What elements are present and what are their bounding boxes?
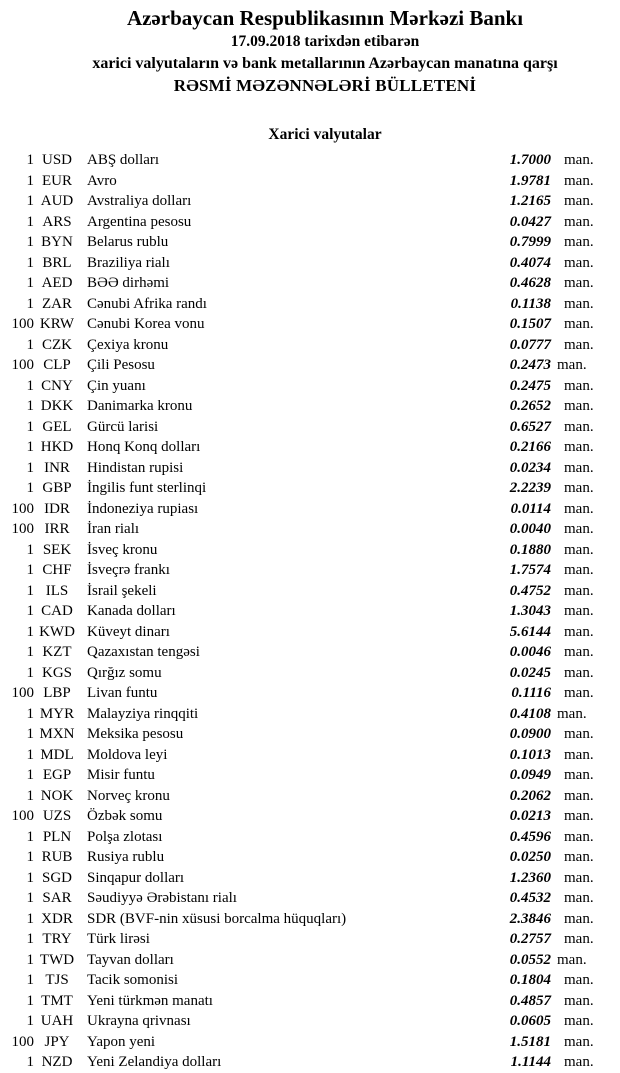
currency-name: Cənubi Korea vonu [87, 316, 205, 332]
rate-row [8, 663, 600, 684]
unit-label: man. [564, 992, 594, 1009]
rate-value: 0.2475 [509, 377, 551, 394]
unit-label: man. [564, 726, 594, 742]
currency-name: İsveçrə frankı [87, 562, 170, 578]
currency-name: Argentina pesosu [87, 213, 192, 230]
currency-code: EGP [42, 767, 72, 783]
currency-code: TRY [42, 931, 72, 947]
rate-value: 1.5181 [509, 1033, 551, 1050]
rate-value: 0.2166 [509, 439, 551, 455]
qty-cell: 1 [26, 418, 34, 435]
rate-row [8, 868, 600, 889]
unit-label: man. [564, 1013, 594, 1029]
rate-row [8, 683, 600, 704]
rate-value: 0.0234 [509, 459, 551, 476]
rate-row [8, 150, 600, 171]
qty-cell: 100 [11, 521, 34, 537]
rate-row [8, 806, 600, 827]
unit-label: man. [564, 1054, 594, 1070]
currency-code: NOK [40, 787, 74, 804]
unit-label: man. [564, 808, 594, 824]
rate-value: 0.4074 [509, 254, 551, 271]
qty-cell: 1 [26, 172, 34, 189]
rate-value: 0.6527 [509, 418, 551, 435]
rate-value: 0.2757 [509, 931, 551, 947]
currency-name: Hindistan rupisi [87, 459, 184, 476]
rate-value: 0.1507 [509, 316, 551, 332]
rate-row [8, 929, 600, 950]
currency-code: UAH [40, 1013, 74, 1029]
qty-cell: 1 [26, 603, 34, 619]
rate-row [8, 314, 600, 335]
qty-cell: 1 [26, 664, 34, 681]
currency-name: Tacik somonisi [87, 972, 179, 988]
unit-label: man. [564, 500, 594, 517]
rate-row [8, 1011, 600, 1032]
currency-name: İsveç kronu [87, 541, 158, 558]
currency-name: Livan funtu [87, 685, 158, 701]
rate-value: 0.2062 [509, 787, 551, 804]
rate-row [8, 458, 600, 479]
unit-label: man. [564, 541, 594, 558]
unit-label: man. [564, 562, 594, 578]
rate-row [8, 950, 600, 971]
rate-value: 1.2165 [509, 193, 551, 209]
rate-row [8, 765, 600, 786]
rate-row [8, 519, 600, 540]
unit-label: man. [564, 1033, 594, 1050]
currency-code: KWD [39, 623, 75, 640]
currency-code: LBP [43, 685, 71, 701]
unit-label: man. [564, 439, 594, 455]
rate-row [8, 1032, 600, 1053]
unit-label: man. [564, 152, 594, 168]
unit-label: man. [564, 234, 594, 250]
currency-name: Moldova leyi [87, 746, 168, 763]
rate-row [8, 499, 600, 520]
unit-label: man. [564, 746, 594, 763]
unit-label: man. [564, 480, 594, 496]
rate-row [8, 273, 600, 294]
currency-name: Braziliya rialı [87, 254, 170, 271]
unit-label: man. [564, 664, 594, 681]
effective-date: 17.09.2018 tarixdən etibarən [230, 33, 420, 50]
currency-name: Çexiya kronu [87, 336, 169, 353]
currency-code: INR [44, 459, 70, 476]
rate-value: 0.0213 [509, 808, 551, 824]
rate-value: 0.2652 [509, 398, 551, 414]
rate-row [8, 560, 600, 581]
currency-name: Çili Pesosu [87, 357, 155, 373]
unit-label: man. [564, 931, 594, 947]
rate-value: 0.0114 [510, 500, 551, 517]
rate-value: 1.7000 [509, 152, 551, 168]
rates-table [8, 150, 600, 1073]
currency-code: IRR [44, 521, 70, 537]
unit-label: man. [564, 213, 594, 230]
unit-label: man. [564, 787, 594, 804]
qty-cell: 1 [26, 582, 34, 599]
unit-label: man. [564, 849, 594, 865]
rate-row [8, 1052, 600, 1073]
currency-code: IDR [44, 500, 70, 517]
unit-label: man. [564, 418, 594, 435]
currency-code: TMT [41, 992, 73, 1009]
rate-row [8, 335, 600, 356]
rate-row [8, 601, 600, 622]
currency-code: KRW [39, 316, 75, 332]
unit-label: man. [564, 890, 594, 906]
rate-row [8, 622, 600, 643]
rate-row [8, 704, 600, 725]
rate-value: 1.1144 [510, 1054, 551, 1070]
rate-row [8, 376, 600, 397]
currency-name: Avstraliya dolları [87, 193, 192, 209]
currency-code: MYR [39, 705, 75, 722]
qty-cell: 1 [26, 152, 34, 168]
rate-value: 1.9781 [509, 172, 551, 189]
currency-code: SGD [41, 869, 72, 886]
currency-name: Səudiyyə Ərəbistanı rialı [87, 890, 237, 906]
currency-code: ZAR [42, 295, 72, 312]
qty-cell: 1 [26, 398, 34, 414]
currency-code: SAR [42, 890, 72, 906]
rate-row [8, 171, 600, 192]
currency-code: CHF [42, 562, 72, 578]
currency-code: HKD [40, 439, 74, 455]
currency-code: TJS [45, 972, 69, 988]
currency-name: İngilis funt sterlinqi [87, 480, 207, 496]
unit-label: man. [564, 644, 594, 660]
currency-code: MXN [39, 726, 75, 742]
rate-value: 0.0949 [509, 767, 551, 783]
qty-cell: 100 [11, 808, 34, 824]
currency-name: Misir funtu [87, 767, 155, 783]
qty-cell: 100 [11, 685, 34, 701]
rate-value: 0.0046 [509, 644, 551, 660]
currency-code: ARS [42, 213, 72, 230]
qty-cell: 1 [26, 828, 34, 845]
rate-row [8, 970, 600, 991]
qty-cell: 100 [11, 500, 34, 517]
currency-name: Meksika pesosu [87, 726, 184, 742]
currency-name: Qırğız somu [87, 664, 162, 681]
currency-code: SEK [42, 541, 72, 558]
currency-code: KZT [42, 644, 72, 660]
qty-cell: 1 [26, 1013, 34, 1029]
rate-row [8, 642, 600, 663]
rate-value: 0.0427 [509, 213, 551, 230]
rate-value: 5.6144 [509, 623, 551, 640]
bank-title: Azərbaycan Respublikasının Mərkəzi Bankı [126, 6, 524, 30]
currency-name: Polşa zlotası [87, 828, 163, 845]
unit-label: man. [564, 623, 594, 640]
qty-cell: 1 [26, 767, 34, 783]
rate-row [8, 396, 600, 417]
qty-cell: 1 [26, 869, 34, 886]
currency-name: Honq Konq dolları [87, 439, 201, 455]
qty-cell: 1 [26, 1054, 34, 1070]
currency-code: BRL [42, 254, 72, 271]
rate-row [8, 786, 600, 807]
qty-cell: 1 [26, 787, 34, 804]
rate-value: 0.4752 [509, 582, 551, 599]
currency-name: Cənubi Afrika randı [87, 295, 207, 312]
qty-cell: 1 [26, 644, 34, 660]
rate-value: 0.1116 [511, 685, 551, 701]
unit-label: man. [564, 398, 594, 414]
qty-cell: 1 [26, 295, 34, 312]
currency-name: Rusiya rublu [87, 849, 165, 865]
currency-code: AED [41, 275, 73, 291]
currency-code: CLP [43, 357, 71, 373]
rate-row [8, 478, 600, 499]
currency-name: ABŞ dolları [87, 152, 160, 168]
currency-name: Gürcü larisi [87, 418, 159, 435]
currency-name: İran rialı [87, 521, 140, 537]
rate-row [8, 909, 600, 930]
rate-value: 0.0900 [509, 726, 551, 742]
rate-row [8, 540, 600, 561]
qty-cell: 1 [26, 910, 34, 927]
rate-value: 1.7574 [509, 562, 551, 578]
rate-value: 0.4628 [509, 275, 551, 291]
qty-cell: 1 [26, 275, 34, 291]
qty-cell: 1 [26, 459, 34, 476]
currency-code: BYN [41, 234, 73, 250]
rate-value: 2.3846 [509, 910, 551, 927]
rate-value: 0.4532 [509, 890, 551, 906]
rate-value: 0.4857 [509, 992, 551, 1009]
qty-cell: 1 [26, 254, 34, 271]
currency-code: USD [41, 152, 72, 168]
currency-code: TWD [39, 951, 75, 968]
currency-code: PLN [42, 828, 72, 845]
unit-label: man. [564, 910, 594, 927]
qty-cell: 1 [26, 213, 34, 230]
rate-row [8, 724, 600, 745]
rate-row [8, 294, 600, 315]
qty-cell: 1 [26, 992, 34, 1009]
rate-value: 2.2239 [509, 480, 551, 496]
unit-label: man. [564, 336, 594, 353]
currency-name: İsrail şekeli [87, 582, 157, 599]
qty-cell: 1 [26, 890, 34, 906]
rate-value: 0.7999 [509, 234, 551, 250]
qty-cell: 100 [11, 357, 34, 373]
currency-code: DKK [40, 398, 74, 414]
rate-value: 0.4108 [509, 705, 551, 722]
currency-name: Özbək somu [87, 808, 163, 824]
currency-name: Kanada dolları [87, 603, 176, 619]
unit-label: man. [564, 582, 594, 599]
currency-code: XDR [41, 910, 73, 927]
rate-value: 0.1138 [510, 295, 551, 312]
qty-cell: 1 [26, 849, 34, 865]
unit-label: man. [564, 275, 594, 291]
qty-cell: 1 [26, 439, 34, 455]
currency-name: Malayziya rinqqiti [87, 705, 199, 722]
currency-name: Türk lirəsi [87, 931, 150, 947]
currency-name: Küveyt dinarı [87, 623, 170, 640]
qty-cell: 1 [26, 726, 34, 742]
currency-code: NZD [41, 1054, 73, 1070]
unit-label: man. [557, 357, 587, 373]
rate-value: 0.0552 [509, 951, 551, 968]
unit-label: man. [557, 705, 587, 722]
unit-label: man. [564, 521, 594, 537]
section-title-foreign-currencies: Xarici valyutalar [268, 126, 382, 143]
currency-code: KGS [41, 664, 72, 681]
qty-cell: 1 [26, 972, 34, 988]
currency-name: Avro [87, 172, 117, 189]
unit-label: man. [564, 603, 594, 619]
unit-label: man. [564, 767, 594, 783]
rate-row [8, 355, 600, 376]
currency-name: BƏƏ dirhəmi [87, 275, 170, 291]
rate-row [8, 745, 600, 766]
qty-cell: 1 [26, 705, 34, 722]
rate-row [8, 417, 600, 438]
rate-row [8, 232, 600, 253]
document-header [0, 0, 620, 97]
unit-label: man. [564, 172, 594, 189]
rate-row [8, 253, 600, 274]
rate-row [8, 827, 600, 848]
currency-name: Sinqapur dolları [87, 869, 185, 886]
qty-cell: 1 [26, 951, 34, 968]
currency-name: Tayvan dolları [87, 951, 174, 968]
qty-cell: 1 [26, 931, 34, 947]
qty-cell: 1 [26, 377, 34, 394]
rate-value: 0.0605 [509, 1013, 551, 1029]
unit-label: man. [564, 828, 594, 845]
unit-label: man. [564, 295, 594, 312]
currency-code: RUB [41, 849, 73, 865]
bulletin-title: RƏSMİ MƏZƏNNƏLƏRİ BÜLLETENİ [173, 76, 477, 95]
rate-row [8, 847, 600, 868]
qty-cell: 1 [26, 562, 34, 578]
currency-name: Danimarka kronu [87, 398, 193, 414]
qty-cell: 1 [26, 746, 34, 763]
currency-name: İndoneziya rupiası [87, 500, 199, 517]
currency-name: SDR (BVF-nin xüsusi borcalma hüquqları) [87, 910, 347, 927]
rate-value: 0.0040 [509, 521, 551, 537]
currency-name: Yapon yeni [87, 1033, 156, 1050]
currency-code: CZK [42, 336, 72, 353]
currency-code: GEL [42, 418, 72, 435]
rate-value: 0.1880 [509, 541, 551, 558]
rate-value: 0.0777 [509, 336, 551, 353]
document-subtitle: xarici valyutaların və bank metallarının Azərbaycan manatına qarşı [92, 55, 558, 72]
qty-cell: 1 [26, 193, 34, 209]
unit-label: man. [564, 254, 594, 271]
currency-code: CNY [41, 377, 73, 394]
unit-label: man. [564, 685, 594, 701]
rate-row [8, 581, 600, 602]
unit-label: man. [564, 459, 594, 476]
unit-label: man. [564, 869, 594, 886]
currency-name: Qazaxıstan tengəsi [87, 644, 200, 660]
rate-value: 0.4596 [509, 828, 551, 845]
currency-code: AUD [40, 193, 74, 209]
currency-code: JPY [44, 1033, 70, 1050]
rate-value: 0.2473 [509, 357, 551, 373]
rate-row [8, 191, 600, 212]
currency-name: Yeni türkmən manatı [87, 992, 213, 1009]
unit-label: man. [564, 972, 594, 988]
qty-cell: 1 [26, 541, 34, 558]
qty-cell: 1 [26, 336, 34, 353]
qty-cell: 100 [11, 1033, 34, 1050]
currency-code: CAD [41, 603, 73, 619]
qty-cell: 1 [26, 623, 34, 640]
currency-name: Çin yuanı [87, 377, 146, 394]
rate-value: 1.2360 [509, 869, 551, 886]
currency-code: UZS [42, 808, 72, 824]
rate-value: 0.1013 [509, 746, 551, 763]
qty-cell: 100 [11, 316, 34, 332]
rate-value: 0.0245 [509, 664, 551, 681]
rate-value: 0.0250 [509, 849, 551, 865]
rate-value: 1.3043 [509, 603, 551, 619]
currency-code: ILS [45, 582, 69, 599]
rate-value: 0.1804 [509, 972, 551, 988]
rate-row [8, 991, 600, 1012]
currency-code: MDL [40, 746, 74, 763]
currency-code: GBP [42, 480, 72, 496]
currency-name: Ukrayna qrivnası [87, 1013, 191, 1029]
unit-label: man. [564, 193, 594, 209]
qty-cell: 1 [26, 234, 34, 250]
qty-cell: 1 [26, 480, 34, 496]
rate-row [8, 212, 600, 233]
unit-label: man. [557, 951, 587, 968]
currency-name: Yeni Zelandiya dolları [87, 1054, 222, 1070]
unit-label: man. [564, 377, 594, 394]
currency-name: Belarus rublu [87, 234, 169, 250]
currency-code: EUR [42, 172, 72, 189]
currency-name: Norveç kronu [87, 787, 170, 804]
rate-row [8, 888, 600, 909]
rate-row [8, 437, 600, 458]
unit-label: man. [564, 316, 594, 332]
